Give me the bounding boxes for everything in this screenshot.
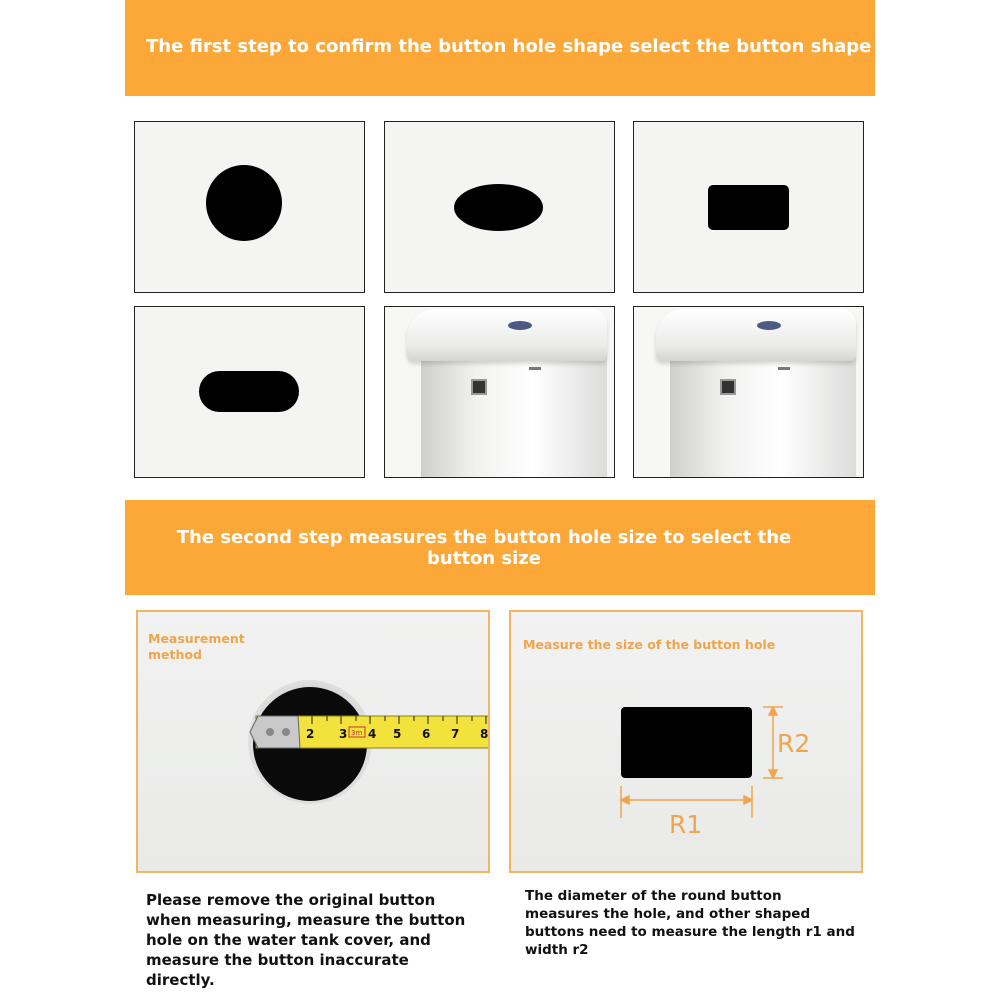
tape-number: 8 [480,727,489,741]
shape-option-oval[interactable] [384,121,615,293]
tape-measure-image-icon [138,612,490,873]
button-hole-icon [471,379,487,395]
round-hole-shape-icon [206,165,282,241]
r2-label: R2 [777,729,811,758]
rectangle-hole-shape-icon [708,185,789,230]
tape-number: 6 [422,727,431,741]
tape-number: 2 [306,727,315,741]
step2-title: The second step measures the button hole size to select the button size [176,526,792,569]
shape-option-rectangle[interactable] [633,121,864,293]
measurement-method-panel [136,610,490,873]
button-hole-icon [720,379,736,395]
tape-hook [250,716,300,748]
oval-hole-shape-icon [454,184,543,231]
pill-hole-shape-icon [199,371,299,412]
brand-badge-icon [508,321,532,330]
shape-option-round[interactable] [134,121,365,293]
tape-number: 4 [368,727,377,741]
step1-banner [125,0,875,96]
right-caption: The diameter of the round button measures the hole, and other shaped buttons need to measure the length r1 and width r2 [525,888,855,958]
step1-title: The first step to confirm the button hole shape select the button shape [146,35,872,57]
measure-size-label: Measure the size of the button hole [523,637,776,652]
shape-option-pill[interactable] [134,306,365,478]
tape-mark-3m: 3m [351,729,363,737]
button-hole-size-panel [509,610,863,873]
brand-badge-icon [757,321,781,330]
tape-number: 3 [339,727,348,741]
toilet-tank-photo-1 [384,306,615,478]
toilet-tank-photo-2 [633,306,864,478]
measurement-method-label: Measurement method [148,631,245,662]
r1-label: R1 [669,810,703,839]
tape-number: 5 [393,727,402,741]
tape-number: 7 [451,727,460,741]
left-caption: Please remove the original button when measuring, measure the button hole on the water tank cover, and measure the button inaccurate directly. [146,891,466,989]
step2-banner [125,500,875,595]
